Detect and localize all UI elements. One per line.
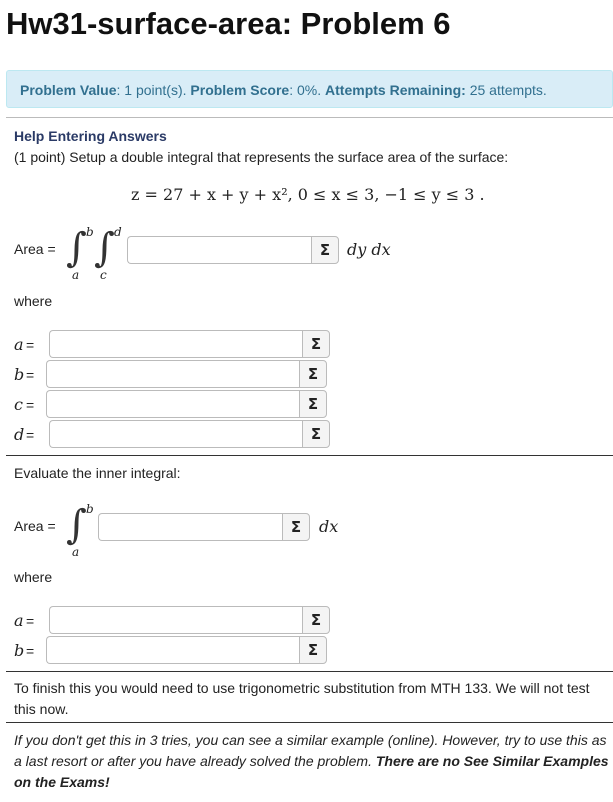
- sigma-icon[interactable]: Σ: [302, 420, 330, 448]
- upper-limit: b: [86, 502, 94, 516]
- similar-example-tip: [14, 730, 610, 793]
- sigma-icon[interactable]: Σ: [311, 236, 339, 264]
- var-label-c: c: [14, 395, 23, 414]
- sigma-icon[interactable]: Σ: [299, 636, 327, 664]
- differential-dx: dx: [319, 517, 339, 536]
- var-label-a-2: a: [14, 611, 24, 630]
- inner-integrand-input[interactable]: [98, 513, 282, 541]
- integrand-input[interactable]: [127, 236, 311, 264]
- divider: [6, 722, 613, 723]
- inner-upper-limit: d: [114, 225, 122, 239]
- integral-sign-inner: ∫: [94, 225, 115, 271]
- problem-score: : 0%.: [289, 82, 322, 98]
- where-label-2: where: [14, 569, 53, 585]
- area-label-2: Area =: [14, 518, 56, 534]
- sigma-icon[interactable]: Σ: [299, 390, 327, 418]
- outer-upper-limit: b: [86, 225, 94, 239]
- sigma-icon[interactable]: Σ: [282, 513, 310, 541]
- tip-bold-text: There are no See Similar Examples on the Exams!: [14, 753, 609, 790]
- problem-statement: (1 point) Setup a double integral that represents the surface area of the surface:: [14, 149, 509, 165]
- input-b-2[interactable]: [46, 636, 299, 664]
- input-c[interactable]: [46, 390, 299, 418]
- tip-text: If you don't get this in 3 tries, you can see a similar example (online). However, try to use this as a last resort or after you have already solved the problem.: [14, 732, 607, 769]
- area-label: Area =: [14, 241, 56, 257]
- problem-value-label: Problem Value: [20, 82, 117, 98]
- var-label-b-2: b: [14, 641, 25, 660]
- sigma-icon[interactable]: Σ: [299, 360, 327, 388]
- where-label: where: [14, 293, 53, 309]
- input-d[interactable]: [49, 420, 302, 448]
- lower-limit: a: [72, 545, 80, 559]
- var-label-b: b: [14, 365, 25, 384]
- divider: [6, 455, 613, 456]
- differential-dy-dx: dy dx: [347, 240, 391, 259]
- input-a-2[interactable]: [49, 606, 302, 634]
- input-a[interactable]: [49, 330, 302, 358]
- help-entering-answers-link[interactable]: Help Entering Answers: [14, 128, 167, 144]
- sigma-icon[interactable]: Σ: [302, 606, 330, 634]
- problem-info-box: [6, 70, 613, 108]
- outer-lower-limit: a: [72, 268, 80, 282]
- var-label-a: a: [14, 335, 24, 354]
- surface-equation: z = 27 + x + y + x², 0 ≤ x ≤ 3, −1 ≤ y ≤ 3 .: [131, 185, 485, 204]
- problem-score-label: Problem Score: [190, 82, 290, 98]
- divider: [6, 671, 613, 672]
- inner-integral-heading: Evaluate the inner integral:: [14, 465, 181, 481]
- input-b[interactable]: [46, 360, 299, 388]
- integral-sign-outer: ∫: [66, 225, 87, 271]
- trig-substitution-note: To finish this you would need to use trigonometric substitution from MTH 133. We will not test this now.: [14, 680, 590, 717]
- attempts-remaining: 25 attempts.: [469, 82, 547, 98]
- var-label-d: d: [14, 425, 25, 444]
- divider: [6, 117, 613, 118]
- inner-lower-limit: c: [100, 268, 107, 282]
- sigma-icon[interactable]: Σ: [302, 330, 330, 358]
- attempts-label: Attempts Remaining:: [325, 82, 466, 98]
- page-title: Hw31-surface-area: Problem 6: [6, 6, 451, 41]
- integral-sign: ∫: [66, 502, 87, 548]
- problem-value: : 1 point(s).: [116, 82, 187, 98]
